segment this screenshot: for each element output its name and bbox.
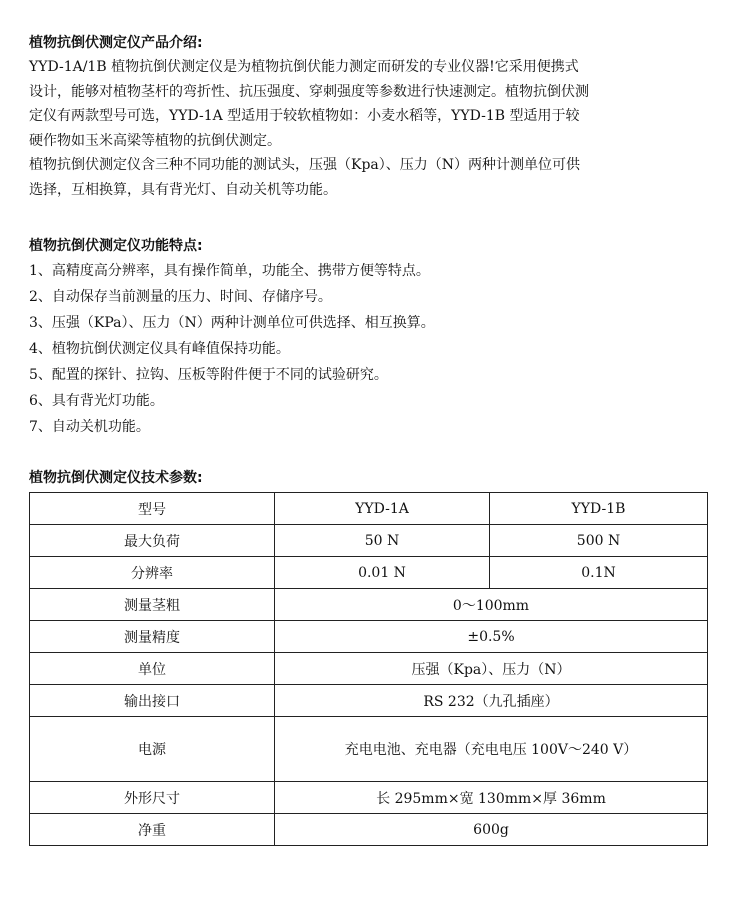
spec-header-label: 型号 [30, 493, 275, 525]
feature-item: 7、自动关机功能。 [29, 419, 150, 435]
features-title: 植物抗倒伏测定仪功能特点: [29, 238, 203, 254]
spec-row [30, 557, 708, 589]
spec-row [30, 717, 708, 782]
spec-header-row [30, 493, 708, 525]
intro-title: 植物抗倒伏测定仪产品介绍: [29, 35, 203, 51]
features-list [29, 258, 435, 440]
spec-row-label: 输出接口 [30, 685, 275, 717]
spec-row [30, 525, 708, 557]
spec-row-label: 净重 [30, 814, 275, 846]
spec-row-label: 最大负荷 [30, 525, 275, 557]
spec-header-model-b: YYD-1B [490, 493, 708, 525]
feature-item: 6、具有背光灯功能。 [29, 393, 164, 409]
spec-value: 压强（Kpa）、压力（N） [275, 653, 708, 685]
spec-value-b: 0.1N [490, 557, 708, 589]
feature-item: 2、自动保存当前测量的压力、时间、存储序号。 [29, 289, 332, 305]
spec-table [29, 492, 708, 846]
spec-value: 600g [275, 814, 708, 846]
spec-row-label: 电源 [30, 717, 275, 782]
spec-row [30, 685, 708, 717]
spec-row-label: 测量精度 [30, 621, 275, 653]
spec-value-a: 50 N [275, 525, 490, 557]
intro-line: 定仪有两款型号可选，YYD-1A 型适用于较软植物如：小麦水稻等，YYD-1B 型适用于较 [29, 108, 580, 124]
intro-paragraph [29, 55, 589, 202]
intro-line: 设计，能够对植物茎杆的弯折性、抗压强度、穿刺强度等参数进行快速测定。植物抗倒伏测 [29, 83, 589, 100]
spec-row-label: 分辨率 [30, 557, 275, 589]
feature-item: 5、配置的探针、拉钩、压板等附件便于不同的试验研究。 [29, 367, 388, 383]
spec-row [30, 589, 708, 621]
spec-value: ±0.5% [275, 621, 708, 653]
intro-line: 植物抗倒伏测定仪含三种不同功能的测试头，压强（Kpa）、压力（N）两种计测单位可供 [29, 157, 581, 173]
spec-header-model-a: YYD-1A [275, 493, 490, 525]
spec-value-b: 500 N [490, 525, 708, 557]
spec-row [30, 653, 708, 685]
spec-row-label: 外形尺寸 [30, 782, 275, 814]
feature-item: 1、高精度高分辨率，具有操作简单，功能全、携带方便等特点。 [29, 263, 430, 279]
feature-item: 3、压强（KPa）、压力（N）两种计测单位可供选择、相互换算。 [29, 315, 435, 331]
spec-row [30, 814, 708, 846]
specs-title: 植物抗倒伏测定仪技术参数: [29, 470, 203, 486]
feature-item: 4、植物抗倒伏测定仪具有峰值保持功能。 [29, 341, 290, 357]
intro-line: 硬作物如玉米高梁等植物的抗倒伏测定。 [29, 132, 281, 149]
spec-value: 0～100mm [275, 589, 708, 621]
spec-row [30, 621, 708, 653]
spec-row-label: 测量茎粗 [30, 589, 275, 621]
spec-row [30, 782, 708, 814]
spec-row-label: 单位 [30, 653, 275, 685]
spec-value: 长 295mm×宽 130mm×厚 36mm [275, 782, 708, 814]
intro-line: YYD-1A/1B 植物抗倒伏测定仪是为植物抗倒伏能力测定而研发的专业仪器!它采用便携式 [29, 59, 579, 75]
spec-value: 充电电池、充电器（充电电压 100V～240 V） [275, 717, 708, 782]
spec-value-a: 0.01 N [275, 557, 490, 589]
spec-value: RS 232（九孔插座） [275, 685, 708, 717]
intro-line: 选择，互相换算，具有背光灯、自动关机等功能。 [29, 181, 337, 198]
